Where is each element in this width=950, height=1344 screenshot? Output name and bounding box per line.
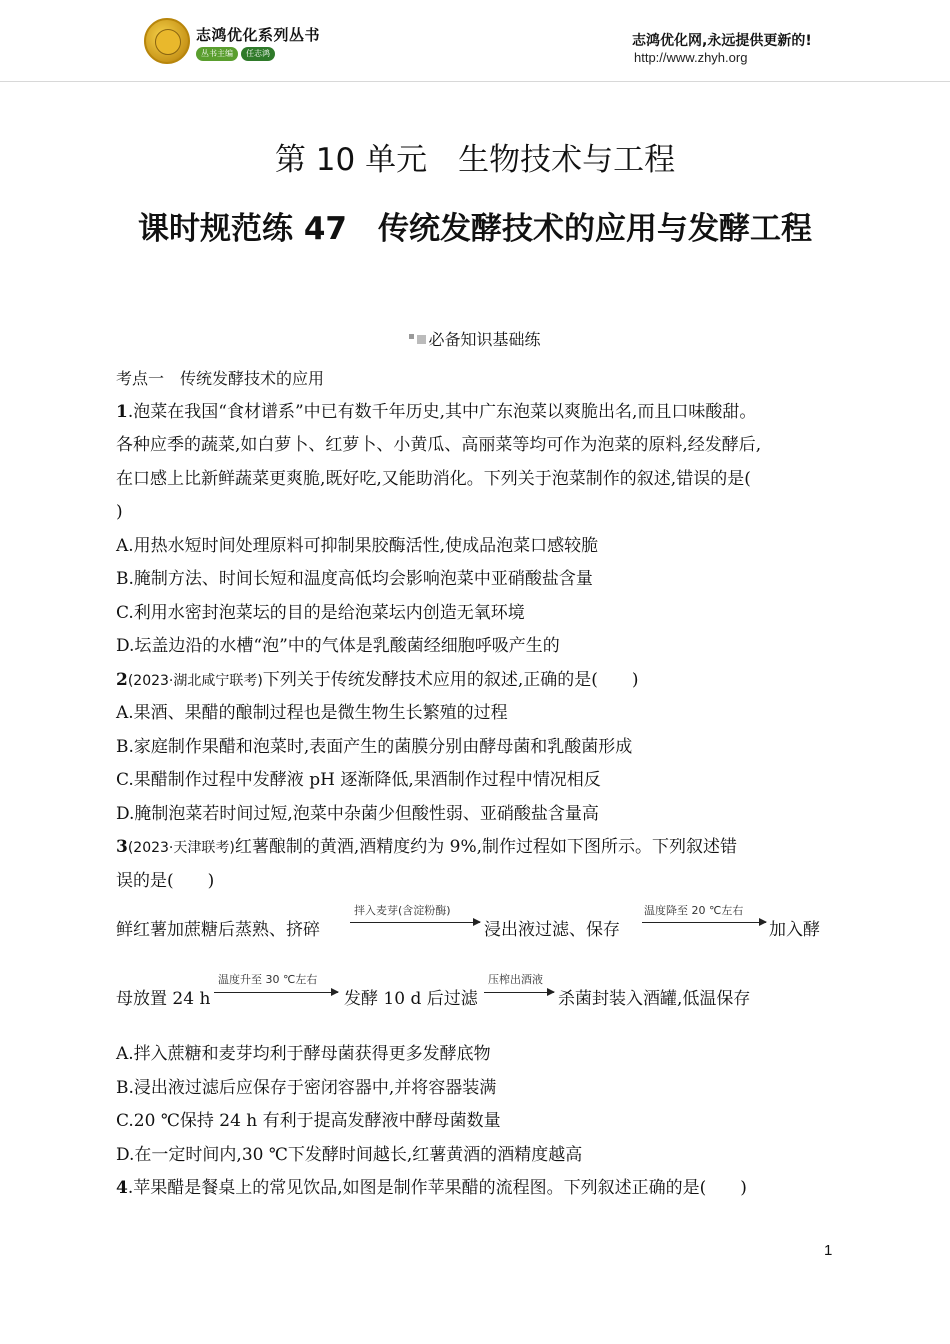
flow-step-3-cont: 母放置 24 h bbox=[116, 989, 211, 1009]
flow-step-2: 浸出液过滤、保存 bbox=[484, 920, 620, 940]
flow-step-4: 发酵 10 d 后过滤 bbox=[344, 989, 478, 1009]
section-label-text: 必备知识基础练 bbox=[428, 330, 541, 349]
question-text: 误的是( ) bbox=[116, 870, 215, 891]
unit-title: 第 10 单元 生物技术与工程 bbox=[274, 142, 676, 178]
question-text: ) bbox=[116, 502, 123, 522]
process-flow-continued bbox=[116, 968, 846, 1038]
flow-step-1: 鲜红薯加蔗糖后蒸熟、挤碎 bbox=[116, 920, 320, 940]
question-text: 在口感上比新鲜蔬菜更爽脆,既好吃,又能助消化。下列关于泡菜制作的叙述,错误的是( bbox=[116, 468, 751, 489]
flow-arrow-1 bbox=[350, 922, 480, 923]
slogan: 志鸿优化网,永远提供更新的! bbox=[632, 33, 812, 49]
question-source: (2023·天津联考) bbox=[127, 840, 235, 856]
flow-arrow-4 bbox=[484, 992, 554, 993]
option-c: C.果醋制作过程中发酵液 pH 逐渐降低,果酒制作过程中情况相反 bbox=[116, 770, 601, 790]
topic-heading: 考点一 传统发酵技术的应用 bbox=[116, 369, 325, 388]
flow-step-3: 加入酵 bbox=[769, 920, 820, 940]
question-text: 各种应季的蔬菜,如白萝卜、红萝卜、小黄瓜、高丽菜等均可作为泡菜的原料,经发酵后, bbox=[116, 435, 762, 455]
option-b: B.腌制方法、时间长短和温度高低均会影响泡菜中亚硝酸盐含量 bbox=[116, 569, 593, 589]
question-4 bbox=[116, 1172, 846, 1206]
question-text: .苹果醋是餐桌上的常见饮品,如图是制作苹果醋的流程图。下列叙述正确的是( ) bbox=[127, 1178, 747, 1198]
option-b: B.家庭制作果醋和泡菜时,表面产生的菌膜分别由酵母菌和乳酸菌形成 bbox=[116, 736, 633, 757]
option-a: A.用热水短时间处理原料可抑制果胶酶活性,使成品泡菜口感较脆 bbox=[116, 535, 599, 556]
question-number: 2 bbox=[116, 669, 128, 690]
question-1 bbox=[116, 396, 846, 664]
question-body bbox=[116, 362, 846, 1206]
flow-arrow-label-2: 温度降至 20 ℃左右 bbox=[644, 904, 744, 917]
option-a: A.果酒、果醋的酿制过程也是微生物生长繁殖的过程 bbox=[116, 703, 508, 723]
question-number: 3 bbox=[116, 837, 128, 857]
option-c: C.利用水密封泡菜坛的目的是给泡菜坛内创造无氧环境 bbox=[116, 602, 525, 623]
option-d: D.在一定时间内,30 ℃下发酵时间越长,红薯黄酒的酒精度越高 bbox=[116, 1144, 583, 1165]
flow-arrow-label-1: 拌入麦芽(含淀粉酶) bbox=[354, 904, 451, 917]
section-label bbox=[0, 327, 950, 350]
flow-step-5: 杀菌封装入酒罐,低温保存 bbox=[558, 989, 751, 1009]
lesson-title: 课时规范练 47 传统发酵技术的应用与发酵工程 bbox=[138, 211, 812, 247]
flow-arrow-3 bbox=[214, 992, 338, 993]
question-text: 红薯酿制的黄酒,酒精度约为 9%,制作过程如下图所示。下列叙述错 bbox=[234, 837, 738, 857]
option-d: D.腌制泡菜若时间过短,泡菜中杂菌少但酸性弱、亚硝酸盐含量高 bbox=[116, 803, 599, 824]
header-divider bbox=[0, 81, 950, 82]
option-a: A.拌入蔗糖和麦芽均利于酵母菌获得更多发酵底物 bbox=[116, 1044, 491, 1064]
flow-arrow-label-3: 温度升至 30 ℃左右 bbox=[218, 973, 318, 986]
flow-arrow-2 bbox=[642, 922, 766, 923]
page-number: 1 bbox=[824, 1242, 833, 1259]
question-text: 下列关于传统发酵技术应用的叙述,正确的是( ) bbox=[262, 669, 639, 690]
option-c: C.20 ℃保持 24 h 有利于提高发酵液中酵母菌数量 bbox=[116, 1111, 501, 1131]
editor-tag bbox=[196, 47, 275, 61]
series-logo-icon bbox=[144, 18, 190, 64]
section-square-icon bbox=[417, 335, 426, 344]
section-marker-icon bbox=[409, 334, 414, 339]
question-number: 1 bbox=[116, 401, 128, 422]
question-number: 4 bbox=[116, 1178, 128, 1198]
editor-name: 任志鸿 bbox=[241, 47, 275, 61]
series-title: 志鸿优化系列丛书 bbox=[196, 26, 321, 44]
question-3 bbox=[116, 831, 846, 1172]
option-b: B.浸出液过滤后应保存于密闭容器中,并将容器装满 bbox=[116, 1077, 497, 1098]
question-source: (2023·湖北咸宁联考) bbox=[127, 672, 263, 689]
question-2 bbox=[116, 664, 846, 832]
site-url[interactable]: http://www.zhyh.org bbox=[634, 50, 748, 65]
page-header bbox=[0, 0, 950, 82]
editor-label: 丛书主编 bbox=[196, 47, 238, 61]
process-flow bbox=[116, 898, 846, 968]
flow-arrow-label-4: 压榨出酒液 bbox=[488, 973, 543, 986]
option-d: D.坛盖边沿的水槽“泡”中的气体是乳酸菌经细胞呼吸产生的 bbox=[116, 636, 560, 656]
question-text: .泡菜在我国“食材谱系”中已有数千年历史,其中广东泡菜以爽脆出名,而且口味酸甜。 bbox=[127, 401, 757, 422]
